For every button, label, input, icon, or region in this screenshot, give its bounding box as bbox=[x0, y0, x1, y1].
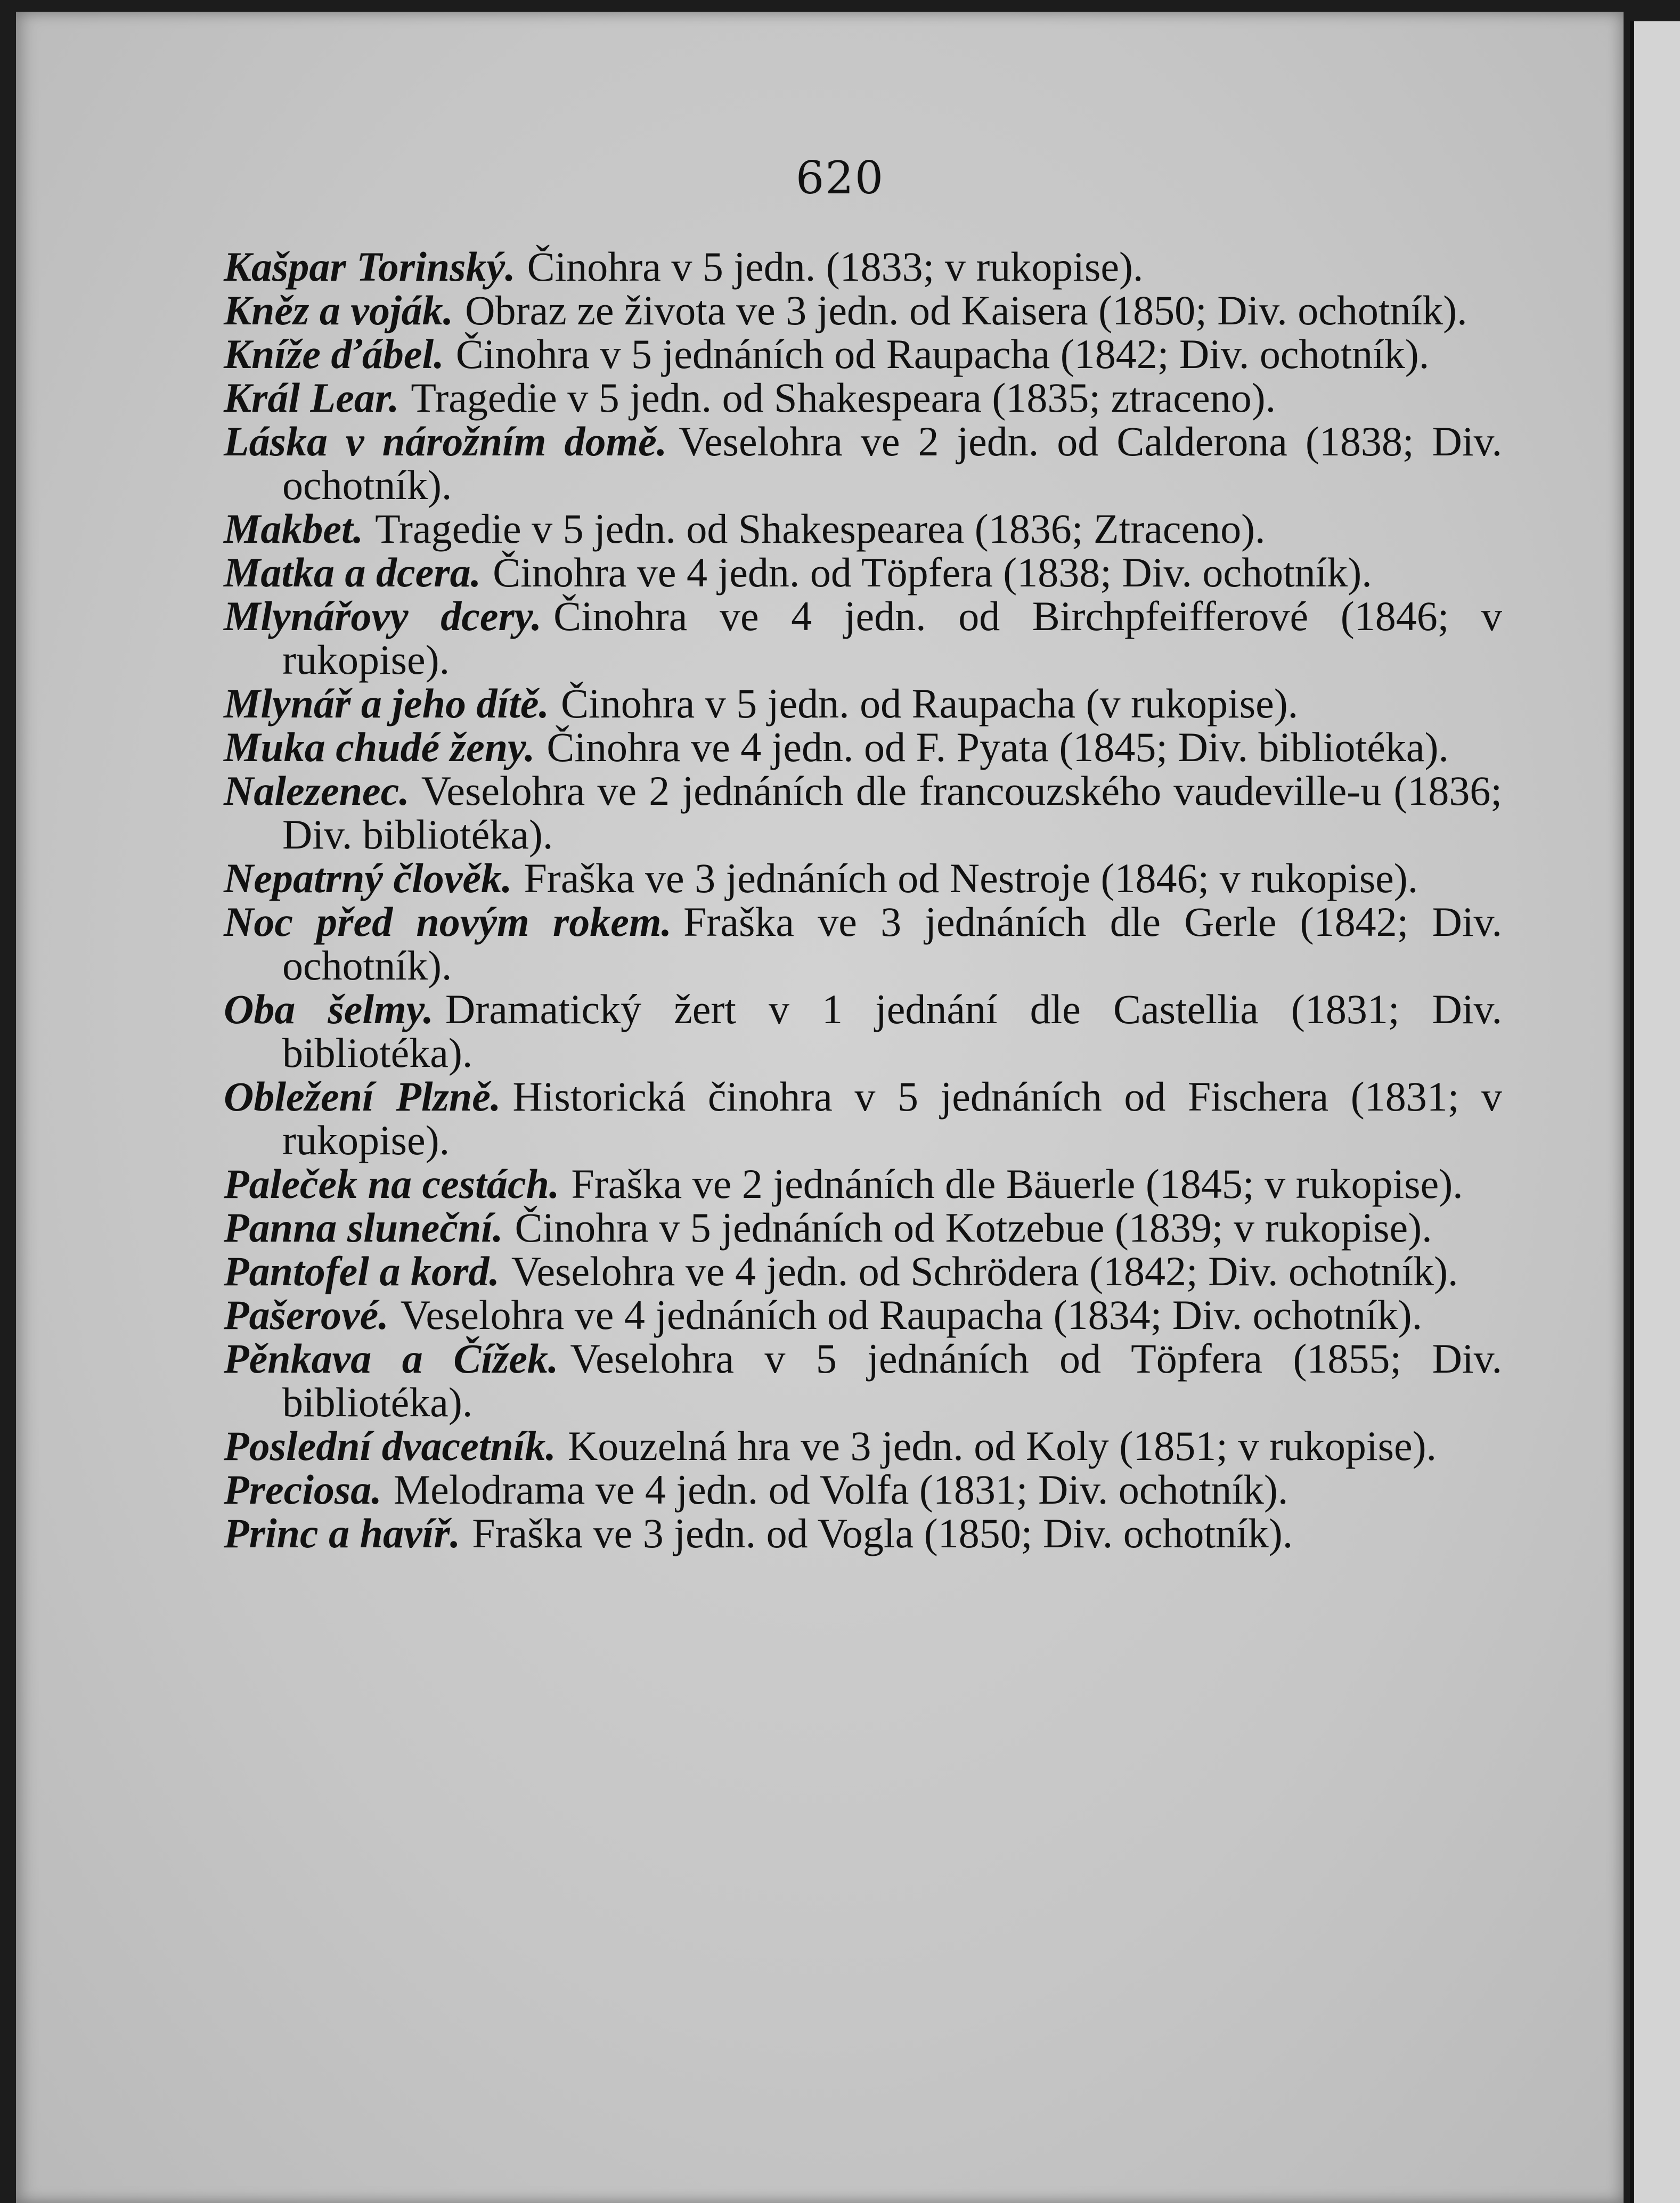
play-description: Tragedie v 5 jedn. od Shakespeara (1835; ztraceno). bbox=[411, 374, 1276, 421]
play-title: Kněz a voják. bbox=[224, 287, 454, 333]
play-title: Noc před novým rokem. bbox=[224, 899, 672, 945]
list-item bbox=[224, 507, 1502, 551]
list-item bbox=[224, 289, 1502, 332]
play-title: Preciosa. bbox=[224, 1466, 382, 1513]
adjacent-page-edge bbox=[1630, 21, 1680, 2203]
play-title: Pěnkava a Čížek. bbox=[224, 1335, 559, 1382]
list-item bbox=[224, 245, 1502, 289]
list-item bbox=[224, 420, 1502, 507]
play-description: Kouzelná hra ve 3 jedn. od Koly (1851; v rukopise). bbox=[567, 1423, 1437, 1469]
play-description: Činohra v 5 jedn. od Raupacha (v rukopise). bbox=[561, 680, 1299, 727]
play-description: Činohra v 5 jednáních od Kotzebue (1839; v rukopise). bbox=[515, 1204, 1432, 1251]
list-item bbox=[224, 725, 1502, 769]
list-item bbox=[224, 682, 1502, 725]
list-item bbox=[224, 900, 1502, 988]
list-item bbox=[224, 551, 1502, 594]
list-item bbox=[224, 1468, 1502, 1512]
list-item bbox=[224, 594, 1502, 682]
play-description: Melodrama ve 4 jedn. od Volfa (1831; Div. ochotník). bbox=[393, 1466, 1288, 1513]
play-title: Nalezenec. bbox=[224, 768, 410, 814]
play-description: Veselohra ve 2 jednáních dle francouzského vaudeville-u (1836; Div. bibliotéka). bbox=[282, 768, 1502, 858]
list-item bbox=[224, 1512, 1502, 1555]
play-title: Kníže ďábel. bbox=[224, 331, 444, 377]
list-item bbox=[224, 769, 1502, 856]
play-description: Činohra v 5 jednáních od Raupacha (1842; Div. ochotník). bbox=[455, 331, 1430, 377]
play-description: Fraška ve 3 jedn. od Vogla (1850; Div. ochotník). bbox=[472, 1510, 1293, 1556]
play-description: Veselohra ve 2 jedn. od Calderona (1838; Div. ochotník). bbox=[282, 418, 1502, 508]
play-title: Matka a dcera. bbox=[224, 549, 482, 595]
list-item bbox=[224, 332, 1502, 376]
play-description: Činohra ve 4 jedn. od F. Pyata (1845; Div. bibliotéka). bbox=[547, 724, 1449, 770]
list-item bbox=[224, 1162, 1502, 1206]
play-title: Panna sluneční. bbox=[224, 1204, 503, 1251]
play-description: Fraška ve 3 jednáních od Nestroje (1846; v rukopise). bbox=[524, 855, 1418, 901]
play-description: Fraška ve 3 jednáních dle Gerle (1842; Div. ochotník). bbox=[282, 899, 1502, 989]
list-item bbox=[224, 1206, 1502, 1250]
play-title: Makbet. bbox=[224, 505, 364, 552]
play-description: Fraška ve 2 jednáních dle Bäuerle (1845; v rukopise). bbox=[571, 1161, 1463, 1207]
list-item bbox=[224, 988, 1502, 1075]
play-title: Obležení Plzně. bbox=[224, 1073, 501, 1120]
play-description: Činohra v 5 jedn. (1833; v rukopise). bbox=[527, 243, 1144, 290]
play-description: Činohra ve 4 jedn. od Birchpfeifferové (1846; v rukopise). bbox=[282, 593, 1502, 683]
play-description: Dramatický žert v 1 jednání dle Castellia (1831; Div. bibliotéka). bbox=[282, 986, 1502, 1076]
list-item bbox=[224, 376, 1502, 420]
play-title: Mlynář a jeho dítě. bbox=[224, 680, 550, 727]
play-description: Obraz ze života ve 3 jedn. od Kaisera (1850; Div. ochotník). bbox=[465, 287, 1467, 333]
play-description: Tragedie v 5 jedn. od Shakespearea (1836; Ztraceno). bbox=[375, 505, 1266, 552]
list-item bbox=[224, 1337, 1502, 1424]
play-title: Pantofel a kord. bbox=[224, 1248, 500, 1294]
play-title: Král Lear. bbox=[224, 374, 399, 421]
play-description: Veselohra v 5 jednáních od Töpfera (1855; Div. bibliotéka). bbox=[282, 1335, 1503, 1425]
list-item bbox=[224, 1250, 1502, 1293]
list-item bbox=[224, 856, 1502, 900]
play-title: Pašerové. bbox=[224, 1292, 389, 1338]
play-title: Láska v nárožním domě. bbox=[224, 418, 667, 464]
play-description: Historická činohra v 5 jednáních od Fischera (1831; v rukopise). bbox=[282, 1073, 1502, 1163]
play-description: Veselohra ve 4 jednáních od Raupacha (1834; Div. ochotník). bbox=[400, 1292, 1423, 1338]
play-title: Nepatrný člověk. bbox=[224, 855, 512, 901]
page-number: 620 bbox=[795, 152, 885, 204]
list-item bbox=[224, 1293, 1502, 1337]
play-title: Paleček na cestách. bbox=[224, 1161, 560, 1207]
play-title: Kašpar Torinský. bbox=[224, 243, 516, 290]
play-title: Princ a havíř. bbox=[224, 1510, 461, 1556]
list-item bbox=[224, 1075, 1502, 1162]
play-title: Muka chudé ženy. bbox=[224, 724, 535, 770]
play-title: Mlynářovy dcery. bbox=[224, 593, 542, 639]
play-title: Poslední dvacetník. bbox=[224, 1423, 556, 1469]
list-item bbox=[224, 1424, 1502, 1468]
play-description: Činohra ve 4 jedn. od Töpfera (1838; Div. ochotník). bbox=[493, 549, 1372, 595]
play-description: Veselohra ve 4 jedn. od Schrödera (1842; Div. ochotník). bbox=[511, 1248, 1458, 1294]
play-title: Oba šelmy. bbox=[224, 986, 434, 1032]
play-list bbox=[224, 245, 1502, 1555]
